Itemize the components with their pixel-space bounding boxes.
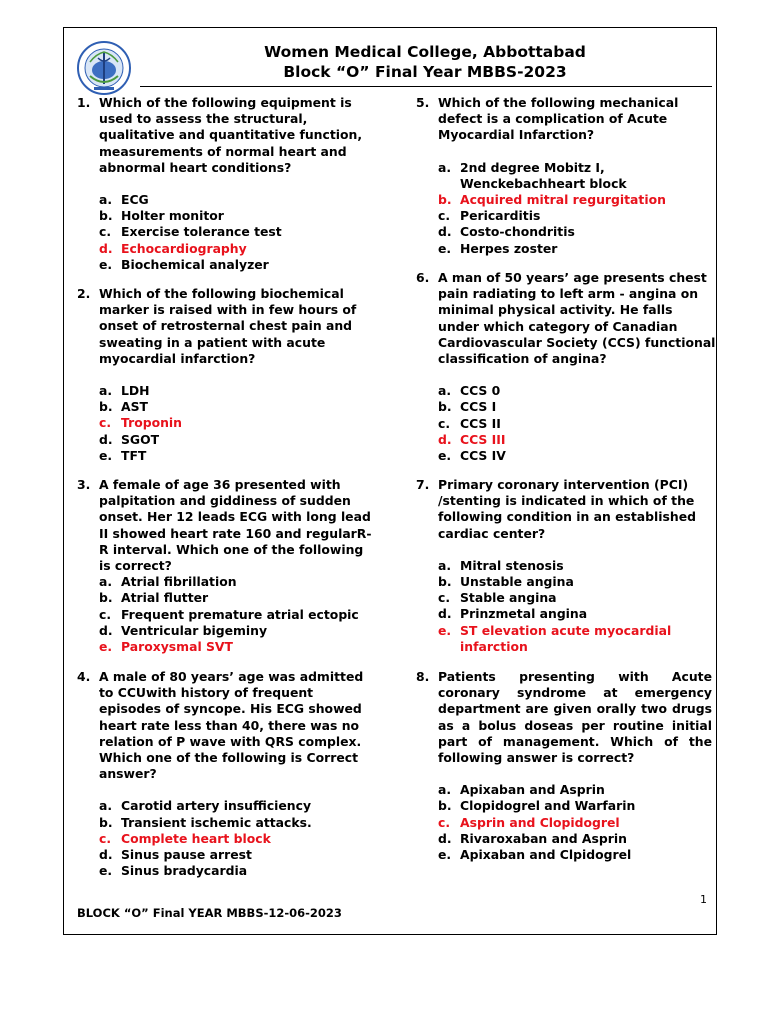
question-text: Which of the following mechanical defect is a complication of Acute Myocardial Infarction? [438, 95, 679, 143]
option-correct-answer: e. Paroxysmal SVT [99, 639, 233, 655]
question-8 [416, 669, 712, 863]
question-4 [77, 669, 375, 879]
option-correct-answer: e. ST elevation acute myocardial infarction [438, 622, 672, 654]
exam-title: Block “O” Final Year MBBS-2023 [283, 63, 567, 81]
option: a. CCS 0 [438, 383, 501, 399]
option: c. Frequent premature atrial ectopic [99, 606, 359, 622]
page-number: 1 [700, 893, 707, 906]
header-rule [140, 86, 712, 87]
option: a. 2nd degree Mobitz I, Wenckebachheart block [438, 159, 627, 191]
option-correct-answer: c. Troponin [99, 415, 182, 431]
question-number: 1. [77, 95, 91, 110]
option-correct-answer: d. Echocardiography [99, 240, 247, 256]
option: d. Costo-chondritis [438, 224, 575, 240]
question-6 [416, 270, 716, 464]
option: c. Exercise tolerance test [99, 224, 282, 240]
question-2 [77, 286, 375, 464]
option: e. TFT [99, 447, 147, 463]
question-number: 7. [416, 477, 430, 492]
question-7 [416, 477, 716, 655]
question-text: A man of 50 years’ age presents chest pain radiating to left arm - angina on minimal physical activity. He falls under which category of Canadian Cardiovascular Society (CCS) functional classification of angina? [438, 270, 716, 367]
question-text: A male of 80 years’ age was admitted to CCUwith history of frequent episodes of syncope. His ECG showed heart rate less than 40, there was no relation of P wave with QRS complex. Which one of the following is Correct answer? [99, 669, 364, 782]
option-correct-answer: c. Complete heart block [99, 830, 271, 846]
option: b. AST [99, 399, 148, 415]
document-header [140, 42, 710, 82]
question-text: Primary coronary intervention (PCI) /stenting is indicated in which of the following condition in an established cardiac center? [438, 477, 696, 541]
option: b. Unstable angina [438, 574, 574, 590]
question-text: Patients presenting with Acute coronary syndrome at emergency department are given orally two drugs as a bolus doseas per routine initial part of management. Which of the following answer is correct? [438, 669, 712, 766]
option-list [438, 782, 712, 863]
question-number: 4. [77, 669, 91, 684]
option-correct-answer: c. Asprin and Clopidogrel [438, 814, 620, 830]
question-text: Which of the following biochemical marker is raised with in few hours of onset of retrosternal chest pain and sweating in a patient with acute myocardial infarction? [99, 286, 357, 366]
option: e. Sinus bradycardia [99, 863, 248, 879]
option: e. Apixaban and Clpidogrel [438, 847, 632, 863]
option: a. Mitral stenosis [438, 557, 564, 573]
option: d. SGOT [99, 431, 160, 447]
question-number: 2. [77, 286, 91, 301]
option: a. Carotid artery insufficiency [99, 798, 312, 814]
question-3 [77, 477, 375, 655]
question-number: 5. [416, 95, 430, 110]
question-text: Which of the following equipment is used to assess the structural, qualitative and quantitative function, measurements of normal heart and abnormal heart conditions? [99, 95, 363, 175]
option: d. Rivaroxaban and Asprin [438, 830, 627, 846]
question-5 [416, 95, 716, 257]
option: a. Atrial fibrillation [99, 574, 237, 590]
question-number: 6. [416, 270, 430, 285]
option: b. Transient ischemic attacks. [99, 814, 312, 830]
option: b. CCS I [438, 399, 497, 415]
option: c. Pericarditis [438, 208, 541, 224]
option: a. ECG [99, 192, 149, 208]
option-correct-answer: d. CCS III [438, 431, 506, 447]
option: a. LDH [99, 383, 150, 399]
option-list [99, 383, 375, 464]
college-seal-logo [76, 40, 132, 96]
college-title: Women Medical College, Abbottabad [264, 43, 586, 61]
option: c. Stable angina [438, 590, 557, 606]
question-text: A female of age 36 presented with palpitation and giddiness of sudden onset. Her 12 leads ECG with long lead II showed heart rate 160 and regularR-R interval. Which one of the following is correct? [99, 477, 372, 574]
option-list [99, 574, 375, 655]
option-list [438, 558, 716, 655]
option: e. CCS IV [438, 448, 506, 464]
option: e. Biochemical analyzer [99, 256, 269, 272]
option: d. Prinzmetal angina [438, 606, 588, 622]
option: b. Atrial flutter [99, 590, 209, 606]
option-list [99, 798, 375, 879]
option: a. Apixaban and Asprin [438, 782, 605, 798]
question-number: 3. [77, 477, 91, 492]
option-list [438, 160, 716, 257]
question-number: 8. [416, 669, 430, 684]
option: d. Ventricular bigeminy [99, 622, 268, 638]
option-correct-answer: b. Acquired mitral regurgitation [438, 192, 666, 208]
option-list [99, 192, 375, 273]
option: e. Herpes zoster [438, 240, 558, 256]
option-list [438, 383, 716, 464]
option: c. CCS II [438, 415, 501, 431]
question-1 [77, 95, 375, 273]
footer-text: BLOCK “O” Final YEAR MBBS-12-06-2023 [77, 906, 342, 920]
option: b. Holter monitor [99, 208, 224, 224]
option: b. Clopidogrel and Warfarin [438, 798, 636, 814]
option: d. Sinus pause arrest [99, 847, 252, 863]
